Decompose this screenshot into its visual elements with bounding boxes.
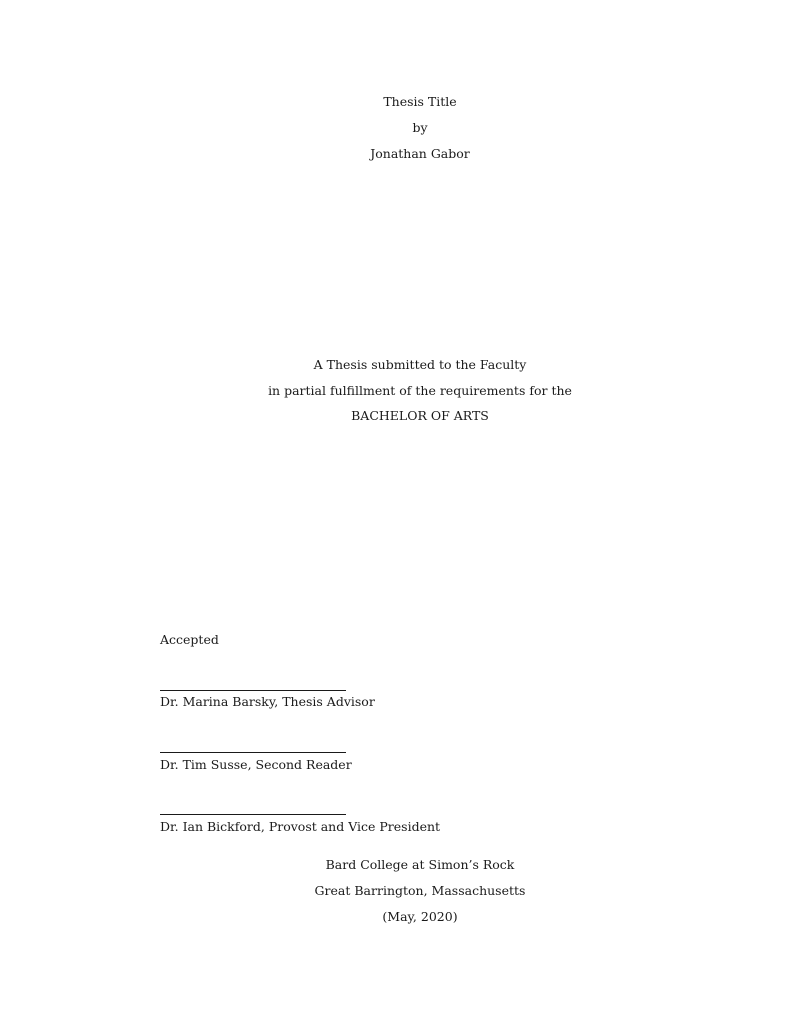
signature-label-second-reader: Dr. Tim Susse, Second Reader (160, 757, 352, 772)
degree-name: BACHELOR OF ARTS (351, 408, 489, 423)
signature-label-advisor: Dr. Marina Barsky, Thesis Advisor (160, 694, 375, 709)
thesis-title: Thesis Title (383, 94, 457, 109)
submission-line-1: A Thesis submitted to the Faculty (313, 357, 527, 372)
accepted-label: Accepted (160, 632, 219, 647)
signature-line-provost (160, 814, 346, 815)
by-line: by (412, 120, 428, 135)
institution-location: Great Barrington, Massachusetts (314, 883, 526, 898)
institution-name: Bard College at Simon’s Rock (325, 857, 515, 872)
signature-label-provost: Dr. Ian Bickford, Provost and Vice President (160, 819, 441, 834)
submission-line-2: in partial fulfillment of the requirements for the (268, 383, 572, 398)
signature-line-advisor (160, 690, 346, 691)
author-name: Jonathan Gabor (370, 146, 470, 161)
signature-line-second-reader (160, 752, 346, 753)
submission-date: (May, 2020) (382, 909, 458, 924)
